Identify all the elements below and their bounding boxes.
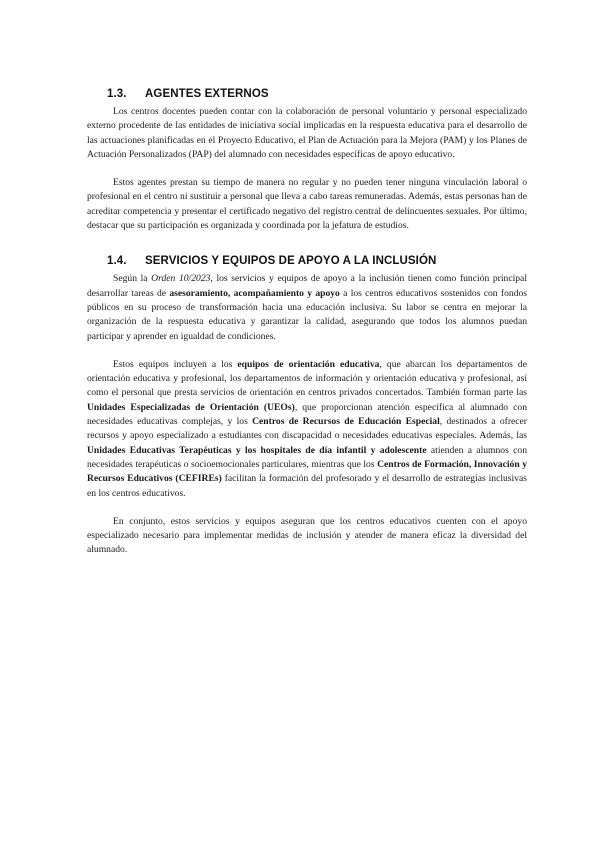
text-run: Según la [113,273,152,285]
paragraph [87,358,527,501]
bold-term: Centros de Recursos de Educación Especial [252,416,440,428]
text-run: , destinados a ofrecer recursos y apoyo especializado a estudiantes con discapacidad o necesidades educativas especiales. Además, las [87,416,527,442]
text-run: a los centros educativos sostenidos con fondos públicos en su proceso de transformación hacia una educación inclusiva. Su labor se centra en mejorar la organización de la respuesta educativa y garantizar la calidad, asegurando que todos los alumnos puedan participar y aprender en igualdad de condiciones. [87,287,527,342]
bold-term: Centros de Formación, Innovación y Recursos Educativos (CEFIREs) [87,458,527,485]
italic-order-reference: Orden 10/2023 [151,273,211,285]
paragraph: Los centros docentes pueden contar con la colaboración de personal voluntario y personal especializado externo procedente de las entidades de iniciativa social implicadas en la respuesta educativa para el desarrollo de las actuaciones planificadas en el Proyecto Educativo, el Plan de Actuación para la Mejora (PAM) y los Planes de Actuación Personalizados (PAP) del alumnado con necesidades específicas de apoyo educativo. [87,106,527,160]
section-title: SERVICIOS Y EQUIPOS DE APOYO A LA INCLUSIÓN [145,255,437,268]
text-run: Estos equipos incluyen a los [113,358,238,370]
section-servicios-equipos [87,255,527,557]
paragraph [87,272,527,343]
paragraph: En conjunto, estos servicios y equipos aseguran que los centros educativos cuenten con el apoyo especializado necesario para implementar medidas de inclusión y atender de manera eficaz la diversidad del alumnado. [87,515,527,556]
section-agentes-externos [87,88,527,233]
bold-term: equipos de orientación educativa [237,358,380,370]
section-number: 1.3. [107,88,127,100]
text-run: , que proporcionan atención específica al alumnado con necesidades educativas complejas, y los [87,401,527,428]
text-run: , que abarcan los departamentos de orientación educativa y profesional, los departamentos de información y orientación educativa y profesional, así como el personal que presta servicios de orientación en centros privados concertados. También forman parte las [87,358,527,399]
text-run: , los servicios y equipos de apoyo a la inclusión tienen como función principal desarrollar tareas de [87,273,527,299]
text-run: atienden a alumnos con necesidades terapéuticas o socioemocionales particulares, mientras que los [87,444,527,470]
section-heading [107,88,527,100]
page-content [87,88,527,572]
text-run: facilitan la formación del profesorado y el desarrollo de estrategias inclusivas en los centros educativos. [87,473,527,499]
paragraph: Estos agentes prestan su tiempo de manera no regular y no pueden tener ninguna vinculación laboral o profesional en el centro ni sustituir a personal que lleva a cabo tareas remuneradas. Además, estas personas han de acreditar competencia y presentar el certificado negativo del registro central de delincuentes sexuales. Por último, destacar que su participación es organizada y coordinada por la jefatura de estudios. [87,177,527,232]
bold-term: Unidades Educativas Terapéuticas y los hospitales de día infantil y adolescente [87,444,427,456]
bold-term: asesoramiento, acompañamiento y apoyo [169,287,340,299]
section-number: 1.4. [107,255,127,268]
section-title: AGENTES EXTERNOS [145,88,269,100]
section-heading [107,255,527,267]
bold-term: Unidades Especializadas de Orientación (UEOs) [87,401,295,413]
